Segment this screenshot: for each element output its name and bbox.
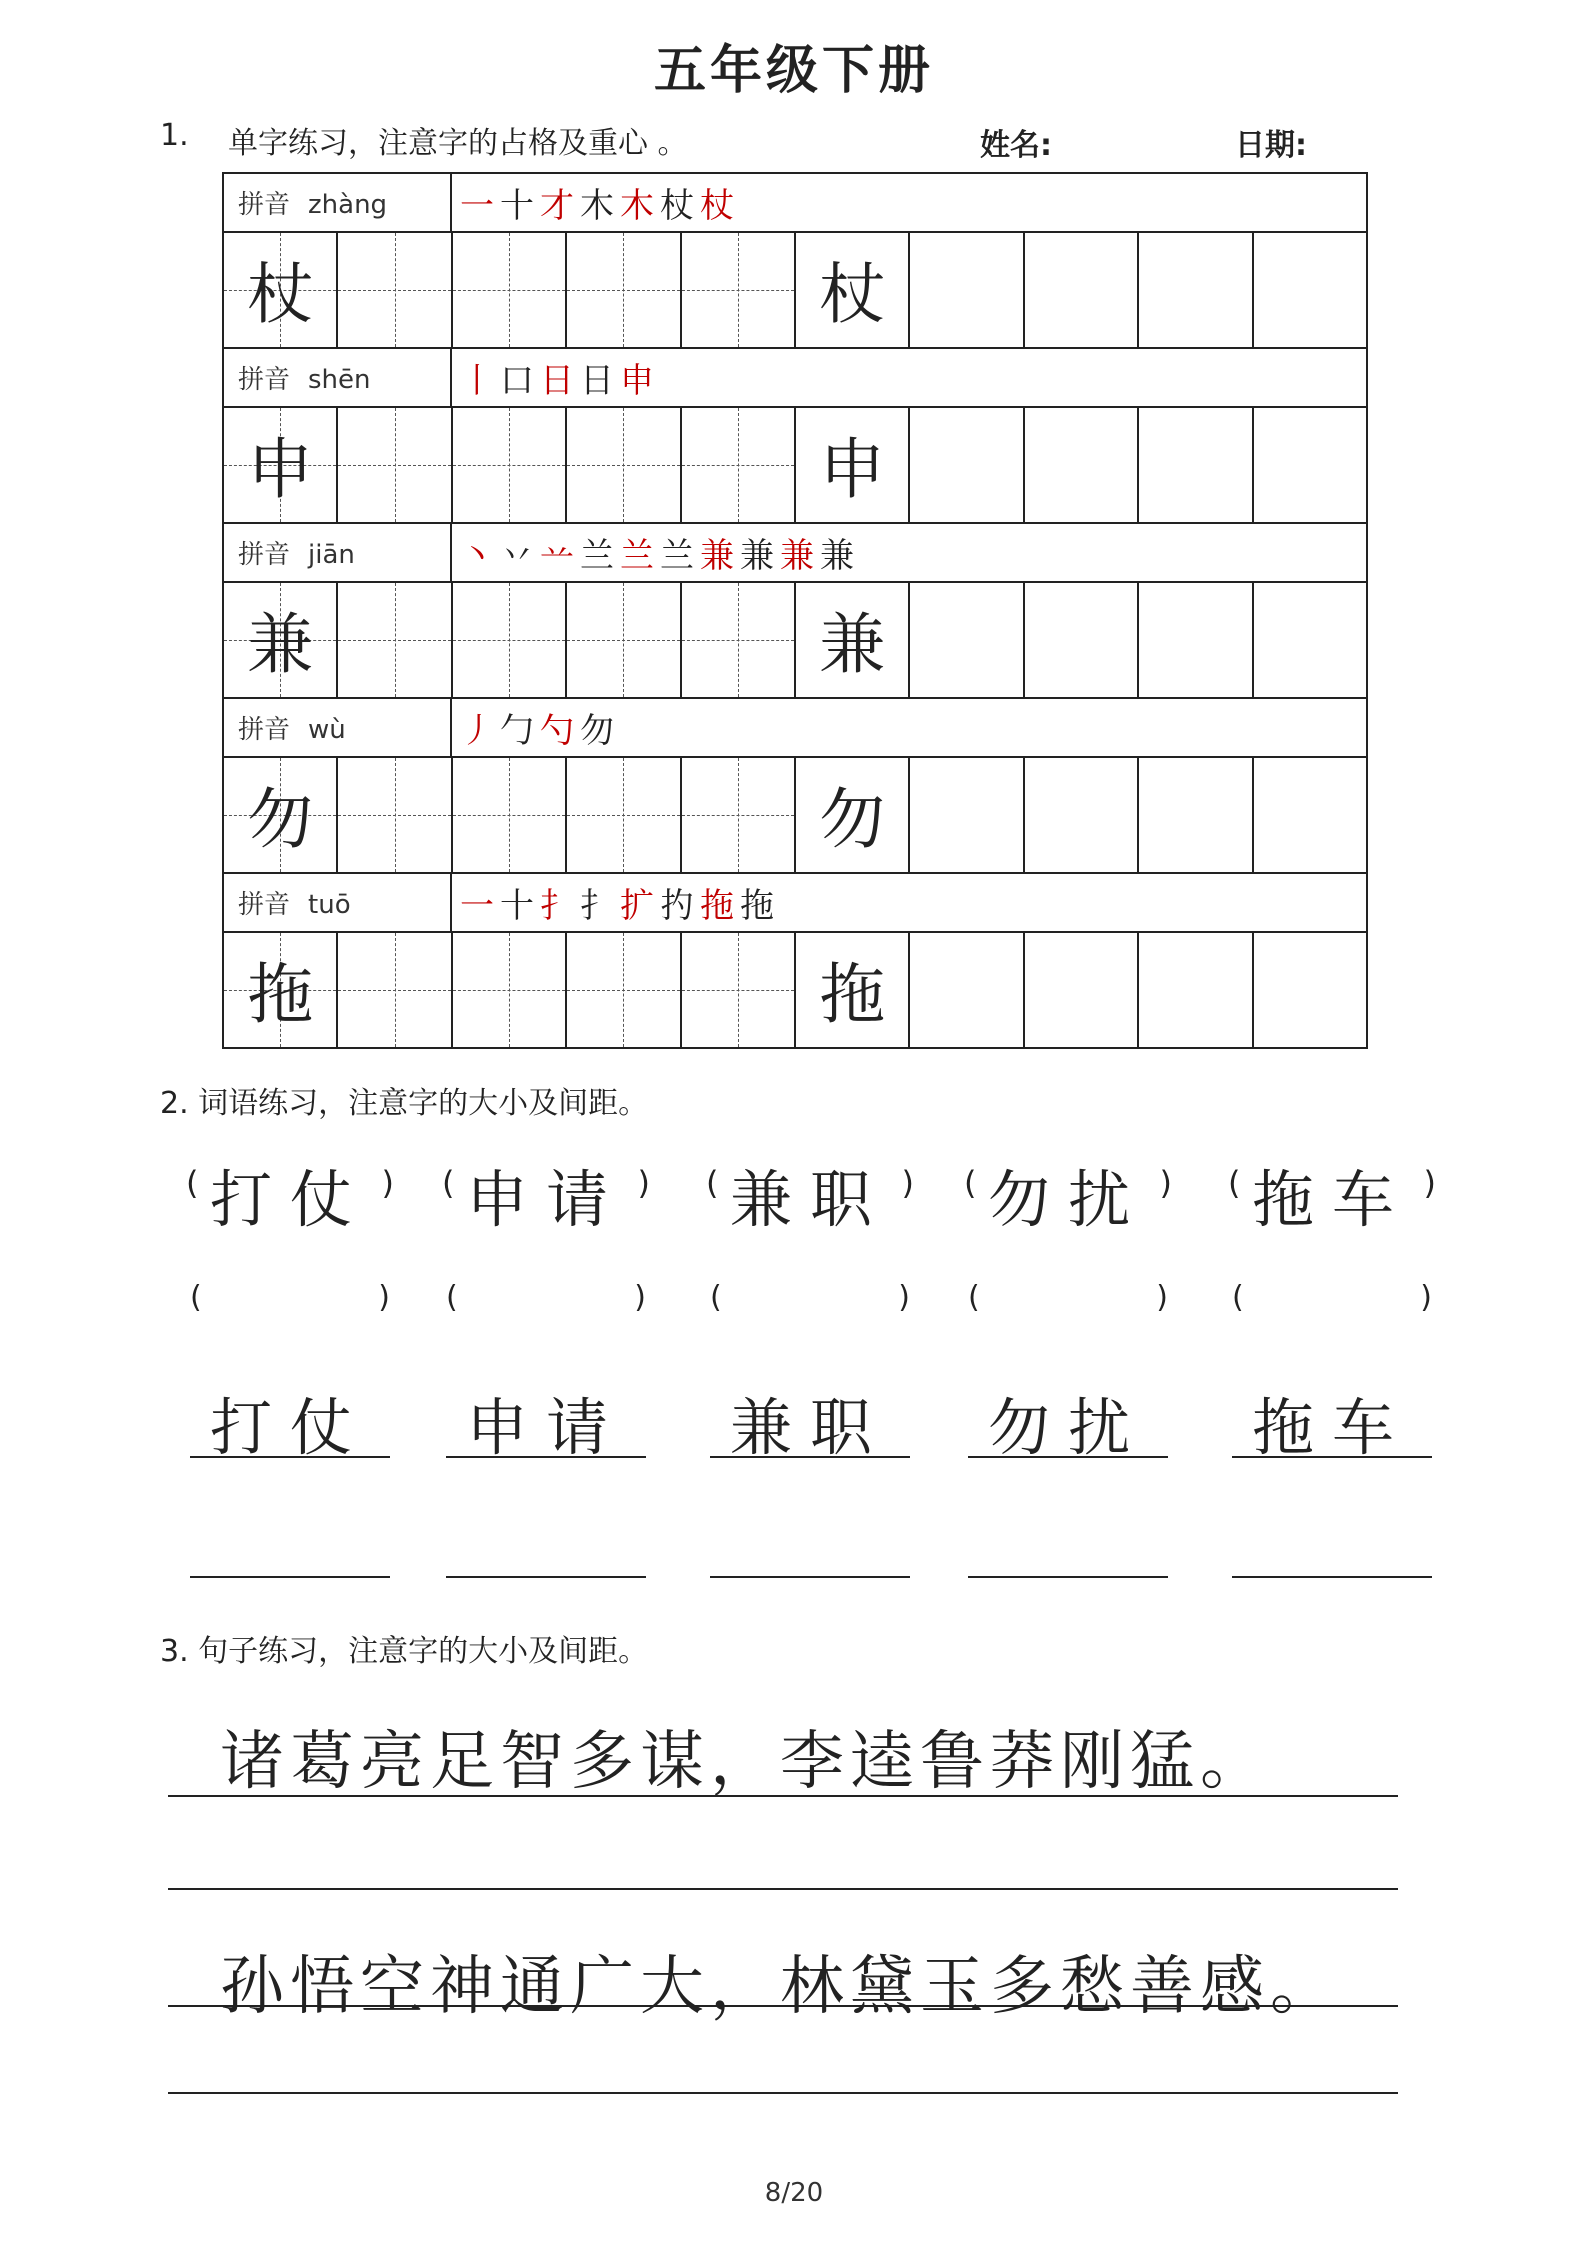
word-trace bbox=[710, 1378, 910, 1464]
stroke-step: 扚 bbox=[660, 886, 700, 926]
writing-cell[interactable] bbox=[680, 233, 794, 347]
pinyin-label: 拼音 tuō bbox=[238, 890, 351, 920]
word-practice-lines bbox=[190, 1498, 1420, 1578]
stroke-step: 杖 bbox=[660, 186, 700, 226]
stroke-step: 口 bbox=[500, 361, 540, 401]
sentence-line-2 bbox=[168, 2005, 1398, 2007]
writing-cell[interactable] bbox=[224, 583, 336, 697]
writing-cell[interactable] bbox=[565, 933, 679, 1047]
stroke-order bbox=[460, 353, 660, 402]
stroke-step: 木 bbox=[620, 186, 660, 226]
writing-cell[interactable] bbox=[336, 233, 450, 347]
word-text: 拖车 bbox=[1251, 1391, 1412, 1464]
word-trace bbox=[968, 1378, 1168, 1464]
stroke-step: 丷 bbox=[500, 536, 540, 576]
writing-cell[interactable] bbox=[565, 583, 679, 697]
word-examples bbox=[186, 1150, 1436, 1236]
writing-cell[interactable] bbox=[908, 758, 1022, 872]
section3-instruction: 3. 句子练习，注意字的大小及间距。 bbox=[160, 1634, 649, 1669]
word-text: 拖车 bbox=[1251, 1163, 1412, 1236]
stroke-step: 一 bbox=[460, 886, 500, 926]
stroke-step: 扌 bbox=[540, 886, 580, 926]
pinyin-value: tuō bbox=[308, 890, 351, 920]
pinyin-value: shēn bbox=[308, 365, 371, 395]
sentence-practice-line-2 bbox=[168, 2092, 1398, 2094]
word-text: 申请 bbox=[465, 1163, 626, 1236]
writing-cell[interactable] bbox=[565, 233, 679, 347]
pinyin-row bbox=[222, 347, 1368, 406]
character-row bbox=[222, 406, 1368, 522]
stroke-order bbox=[460, 528, 860, 577]
pinyin-label: 拼音 jiān bbox=[238, 540, 355, 570]
character-practice-grid bbox=[222, 172, 1368, 1049]
writing-cell[interactable] bbox=[794, 758, 908, 872]
writing-cell[interactable] bbox=[1137, 758, 1251, 872]
pinyin-row bbox=[222, 522, 1368, 581]
writing-cell[interactable] bbox=[680, 583, 794, 697]
pinyin-value: wù bbox=[308, 715, 346, 745]
stroke-step: 兰 bbox=[620, 536, 660, 576]
pinyin-label: 拼音 zhàng bbox=[238, 190, 388, 220]
sentence-line-1 bbox=[168, 1795, 1398, 1797]
word-text: 勿扰 bbox=[987, 1163, 1148, 1236]
writing-cell[interactable] bbox=[1023, 583, 1137, 697]
word-example: ( 勿扰 ) bbox=[968, 1150, 1168, 1230]
writing-cell[interactable] bbox=[224, 758, 336, 872]
writing-cell[interactable] bbox=[908, 233, 1022, 347]
word-blank-line[interactable] bbox=[446, 1498, 646, 1578]
pinyin-label: 拼音 shēn bbox=[238, 365, 371, 395]
writing-cell[interactable] bbox=[1137, 933, 1251, 1047]
stroke-step: 日 bbox=[580, 361, 620, 401]
word-example: ( 拖车 ) bbox=[1232, 1150, 1432, 1230]
stroke-order bbox=[460, 703, 620, 752]
writing-cell[interactable] bbox=[451, 408, 565, 522]
stroke-step: 才 bbox=[540, 186, 580, 226]
name-label: 姓名: bbox=[980, 128, 1052, 163]
writing-cell[interactable] bbox=[1137, 408, 1251, 522]
stroke-step: 丨 bbox=[460, 361, 500, 401]
word-blank-line[interactable] bbox=[968, 1498, 1168, 1578]
stroke-step: 日 bbox=[540, 361, 580, 401]
model-character: 勿 bbox=[247, 781, 314, 858]
stroke-step: 十 bbox=[500, 186, 540, 226]
writing-cell[interactable] bbox=[451, 233, 565, 347]
word-blank-line[interactable] bbox=[190, 1498, 390, 1578]
character-row bbox=[222, 756, 1368, 872]
stroke-step: 丶 bbox=[460, 536, 500, 576]
word-trace bbox=[1232, 1378, 1432, 1464]
stroke-step: 兼 bbox=[820, 536, 860, 576]
section1-instruction: 单字练习，注意字的占格及重心 。 bbox=[228, 126, 688, 161]
stroke-step: 兼 bbox=[780, 536, 820, 576]
pinyin-row bbox=[222, 697, 1368, 756]
sentence-1: 诸葛亮足智多谋，李逵鲁莽刚猛。 bbox=[220, 1725, 1270, 1799]
writing-cell[interactable] bbox=[565, 758, 679, 872]
word-text: 兼职 bbox=[729, 1391, 890, 1464]
section1-header bbox=[160, 118, 1410, 163]
writing-cell[interactable] bbox=[224, 933, 336, 1047]
writing-cell[interactable] bbox=[1137, 583, 1251, 697]
stroke-step: 兼 bbox=[700, 536, 740, 576]
stroke-step: 扩 bbox=[620, 886, 660, 926]
stroke-order bbox=[460, 178, 740, 227]
pinyin-row bbox=[222, 172, 1368, 231]
date-label: 日期: bbox=[1235, 128, 1307, 163]
word-trace-lines bbox=[190, 1378, 1420, 1464]
writing-cell[interactable] bbox=[1252, 583, 1366, 697]
stroke-step: 木 bbox=[580, 186, 620, 226]
word-text: 勿扰 bbox=[987, 1391, 1148, 1464]
model-character: 兼 bbox=[819, 606, 886, 683]
writing-cell[interactable] bbox=[336, 933, 450, 1047]
model-character: 拖 bbox=[247, 956, 314, 1033]
writing-cell[interactable] bbox=[1252, 233, 1366, 347]
writing-cell[interactable] bbox=[565, 408, 679, 522]
model-character: 兼 bbox=[247, 606, 314, 683]
stroke-step: 杖 bbox=[700, 186, 740, 226]
stroke-step: 勺 bbox=[540, 711, 580, 751]
stroke-step: 兼 bbox=[740, 536, 780, 576]
stroke-step: 申 bbox=[620, 361, 660, 401]
word-example: ( 打仗 ) bbox=[190, 1150, 390, 1230]
pinyin-row bbox=[222, 872, 1368, 931]
writing-cell[interactable] bbox=[1252, 933, 1366, 1047]
stroke-step: 十 bbox=[500, 886, 540, 926]
character-row bbox=[222, 231, 1368, 347]
stroke-step: 勿 bbox=[580, 711, 620, 751]
word-text: 申请 bbox=[465, 1391, 626, 1464]
writing-cell[interactable] bbox=[224, 408, 336, 522]
model-character: 勿 bbox=[819, 781, 886, 858]
writing-cell[interactable] bbox=[1252, 758, 1366, 872]
writing-cell[interactable] bbox=[1023, 933, 1137, 1047]
writing-cell[interactable] bbox=[794, 583, 908, 697]
word-trace bbox=[446, 1378, 646, 1464]
stroke-step: 拖 bbox=[740, 886, 780, 926]
character-row bbox=[222, 931, 1368, 1049]
model-character: 杖 bbox=[247, 256, 314, 333]
writing-cell[interactable] bbox=[336, 758, 450, 872]
writing-cell[interactable] bbox=[794, 233, 908, 347]
word-text: 兼职 bbox=[729, 1163, 890, 1236]
model-character: 杖 bbox=[819, 256, 886, 333]
model-character: 申 bbox=[247, 431, 314, 508]
word-text: 打仗 bbox=[209, 1391, 370, 1464]
stroke-step: 勹 bbox=[500, 711, 540, 751]
section1-number: 1. bbox=[160, 118, 189, 153]
writing-cell[interactable] bbox=[680, 933, 794, 1047]
writing-cell[interactable] bbox=[794, 408, 908, 522]
stroke-step: 拖 bbox=[700, 886, 740, 926]
writing-cell[interactable] bbox=[336, 583, 450, 697]
section2-instruction: 2. 词语练习，注意字的大小及间距。 bbox=[160, 1086, 649, 1121]
pinyin-blanks: ( ) ( ) ( ) ( ) ( ) bbox=[190, 1280, 1432, 1315]
writing-cell[interactable] bbox=[224, 233, 336, 347]
character-row bbox=[222, 581, 1368, 697]
stroke-order bbox=[460, 878, 780, 927]
writing-cell[interactable] bbox=[1023, 408, 1137, 522]
word-blank-line[interactable] bbox=[710, 1498, 910, 1578]
writing-cell[interactable] bbox=[908, 583, 1022, 697]
writing-cell[interactable] bbox=[794, 933, 908, 1047]
page-title: 五年级下册 bbox=[653, 41, 934, 101]
sentence-2: 孙悟空神通广大，林黛玉多愁善感。 bbox=[220, 1950, 1340, 2024]
pinyin-label: 拼音 wù bbox=[238, 715, 346, 745]
writing-cell[interactable] bbox=[1252, 408, 1366, 522]
model-character: 申 bbox=[819, 431, 886, 508]
model-character: 拖 bbox=[819, 956, 886, 1033]
word-example: ( 兼职 ) bbox=[710, 1150, 910, 1230]
writing-cell[interactable] bbox=[451, 758, 565, 872]
writing-cell[interactable] bbox=[336, 408, 450, 522]
writing-cell[interactable] bbox=[451, 933, 565, 1047]
stroke-step: 一 bbox=[460, 186, 500, 226]
writing-cell[interactable] bbox=[451, 583, 565, 697]
word-text: 打仗 bbox=[209, 1163, 370, 1236]
page-number: 8/20 bbox=[764, 2178, 824, 2208]
writing-cell[interactable] bbox=[908, 933, 1022, 1047]
stroke-step: 丿 bbox=[460, 711, 500, 751]
pinyin-value: zhàng bbox=[308, 190, 388, 220]
stroke-step: 兰 bbox=[580, 536, 620, 576]
sentence-practice-line-1 bbox=[168, 1888, 1398, 1890]
writing-cell[interactable] bbox=[1023, 233, 1137, 347]
stroke-step: 䒑 bbox=[540, 536, 580, 576]
writing-cell[interactable] bbox=[1137, 233, 1251, 347]
writing-cell[interactable] bbox=[908, 408, 1022, 522]
writing-cell[interactable] bbox=[1023, 758, 1137, 872]
pinyin-value: jiān bbox=[308, 540, 355, 570]
stroke-step: 兰 bbox=[660, 536, 700, 576]
writing-cell[interactable] bbox=[680, 408, 794, 522]
word-trace bbox=[190, 1378, 390, 1464]
word-blank-line[interactable] bbox=[1232, 1498, 1432, 1578]
stroke-step: 扌 bbox=[580, 886, 620, 926]
writing-cell[interactable] bbox=[680, 758, 794, 872]
word-example: ( 申请 ) bbox=[446, 1150, 646, 1230]
